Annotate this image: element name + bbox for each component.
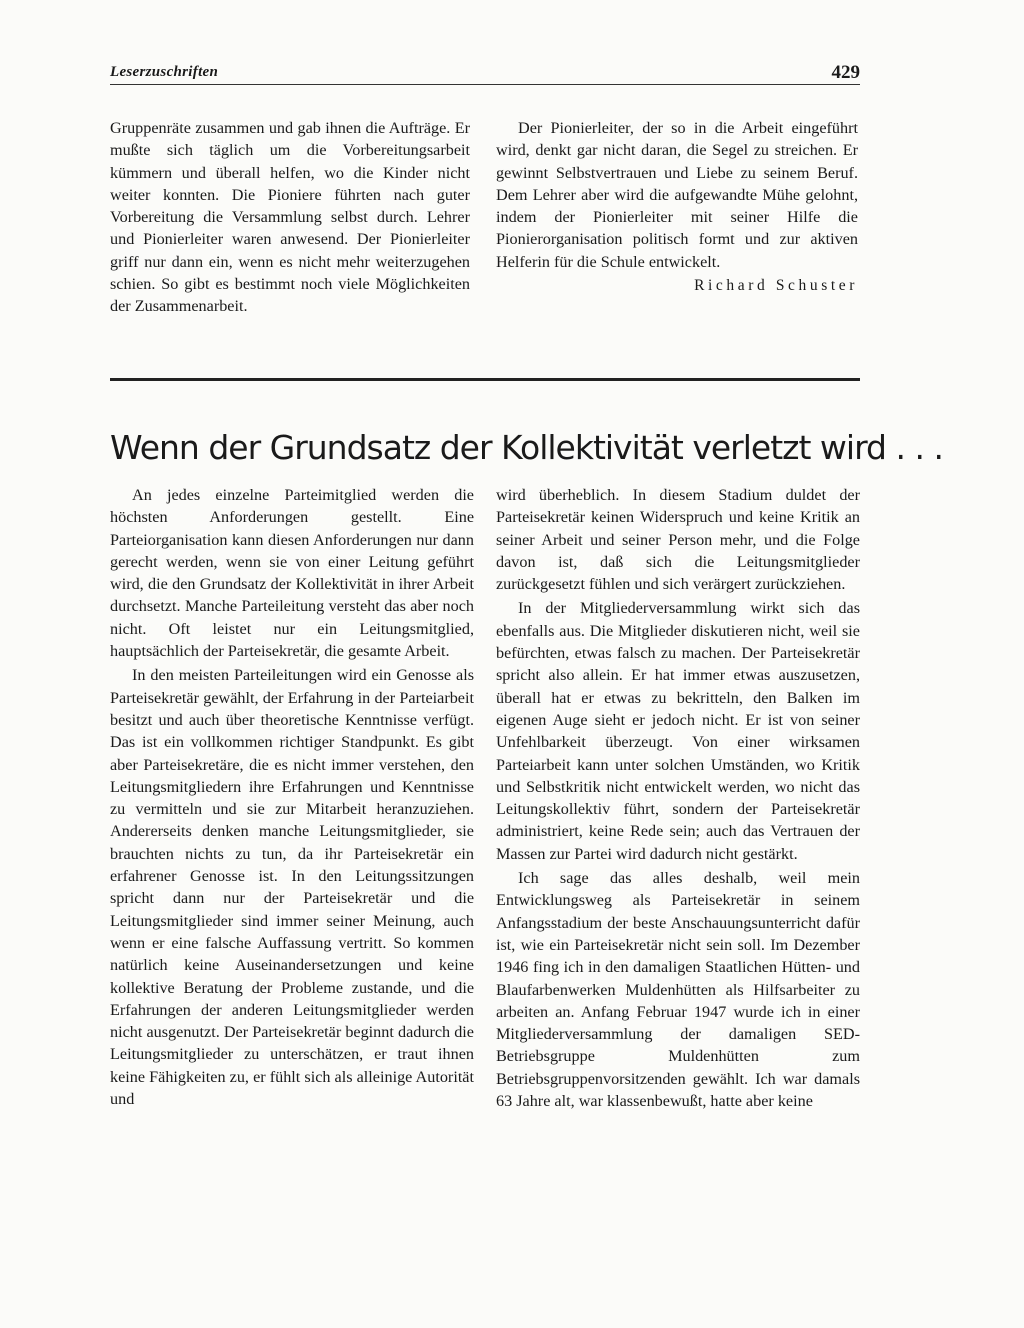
article-left-column xyxy=(110,484,474,1110)
previous-letter-left-column xyxy=(110,117,470,318)
previous-letter-paragraph: Gruppenräte zusammen und gab ihnen die Aufträge. Er mußte sich täglich um die Vorbereitungsarbeit kümmern und überall helfen, wo die Kinder nicht weiter konnten. Die Pioniere führten nach guter Vorbereitung die Versammlung selbst durch. Lehrer und Pionierleiter waren anwesend. Der Pionierleiter griff nur dann ein, wenn es nicht mehr weiterzugehen schien. So gibt es bestimmt noch viele Möglichkeiten der Zusammenarbeit. xyxy=(110,119,470,316)
section-divider xyxy=(110,378,860,381)
previous-letter-right-column xyxy=(496,117,858,297)
page-header xyxy=(110,62,860,86)
author-signature: Richard Schuster xyxy=(694,277,858,295)
article-right-column xyxy=(496,484,860,1112)
article-paragraph-continuation: wird überheblich. In diesem Stadium duldet der Parteisekretär keinen Widerspruch und keine Kritik an seiner Arbeit und seiner Person mehr, und die Folge davon ist, daß sich die Leitungsmitglieder zurückgesetzt fühlen und sich verärgert zurückziehen. xyxy=(496,486,860,594)
article-title: Wenn der Grundsatz der Kollektivität verletzt wird . . . xyxy=(110,428,943,467)
page-number: 429 xyxy=(831,62,860,83)
article-paragraph: In der Mitgliederversammlung wirkt sich das ebenfalls aus. Die Mitglieder diskutieren nicht, weil sie befürchten, etwas falsch zu machen. Der Parteisekretär spricht also allein. Er hat immer etwas auszusetzen, überall hat er etwas zu bekritteln, den Balken im eigenen Auge sieht er jedoch nicht. Er ist von seiner Unfehlbarkeit überzeugt. Von einer wirksamen Parteiarbeit kann unter solchen Umständen, wo Kritik und Selbstkritik nicht entwickelt werden, wo nicht das Leitungskollektiv führt, sondern der Parteisekretär administriert, keine Rede sein; auch das Vertrauen der Massen zur Partei wird dadurch nicht gestärkt. xyxy=(496,599,860,863)
article-paragraph: In den meisten Parteileitungen wird ein Genosse als Parteisekretär gewählt, der Erfahrung in der Parteiarbeit besitzt und auch über theoretische Kenntnisse verfügt. Das ist ein vollkommen richtiger Standpunkt. Es gibt aber Parteisekretäre, die es nicht immer verstehen, den Leitungsmitgliedern ihre Erfahrungen und Kenntnisse zu vermitteln und sie zur Mitarbeit heranzuziehen. Andererseits denken manche Leitungsmitglieder, sie brauchten nichts zu tun, da ihr Parteisekretär ein erfahrener Genosse ist. In den Leitungssitzungen spricht dann nur der Parteisekretär und die Leitungsmitglieder sind immer seiner Meinung, auch wenn er eine falsche Auffassung vertritt. So kommen natürlich keine Auseinandersetzungen und keine kollektive Beratung der Probleme zustande, und die Erfahrungen der anderen Leitungsmitglieder werden nicht ausgenutzt. Der Parteisekretär beginnt dadurch die Leitungsmitglieder zu unterschätzen, er traut ihnen keine Fähigkeiten zu, er fühlt sich als alleinige Autorität und xyxy=(110,666,474,1109)
section-label: Leserzuschriften xyxy=(110,64,219,80)
article-paragraph: An jedes einzelne Parteimitglied werden die höchsten Anforderungen gestellt. Eine Parteiorganisation kann diesen Anforderungen nur dann gerecht werden, wenn sie von einer Leitung geführt wird, die den Grundsatz der Kollektivität in ihrer Arbeit durchsetzt. Manche Parteileitung versteht das aber noch nicht. Oft leistet nur ein Leitungsmitglied, hauptsächlich der Parteisekretär, die gesamte Arbeit. xyxy=(110,486,474,661)
previous-letter-paragraph: Der Pionierleiter, der so in die Arbeit eingeführt wird, denkt gar nicht daran, die Segel zu streichen. Er gewinnt Selbstvertrauen und Liebe zu seinem Beruf. Dem Lehrer aber wird die aufgewandte Mühe gelohnt, indem der Pionierleiter mit seiner Hilfe die Pionierorganisation politisch formt und zur aktiven Helferin für die Schule entwickelt. xyxy=(496,119,858,271)
header-rule xyxy=(110,84,860,85)
article-paragraph: Ich sage das alles deshalb, weil mein Entwicklungsweg als Parteisekretär in seinem Anfangsstadium der beste Anschauungsunterricht dafür ist, wie ein Parteisekretär nicht sein soll. Im Dezember 1946 fing ich in den damaligen Staatlichen Hütten- und Blaufarbenwerken Muldenhütten als Hilfsarbeiter zu arbeiten an. Anfang Februar 1947 wurde ich in einer Mitgliederversammlung der damaligen SED-Betriebsgruppe Muldenhütten zum Betriebsgruppenvorsitzenden gewählt. Ich war damals 63 Jahre alt, war klassenbewußt, hatte aber keine xyxy=(496,869,860,1111)
